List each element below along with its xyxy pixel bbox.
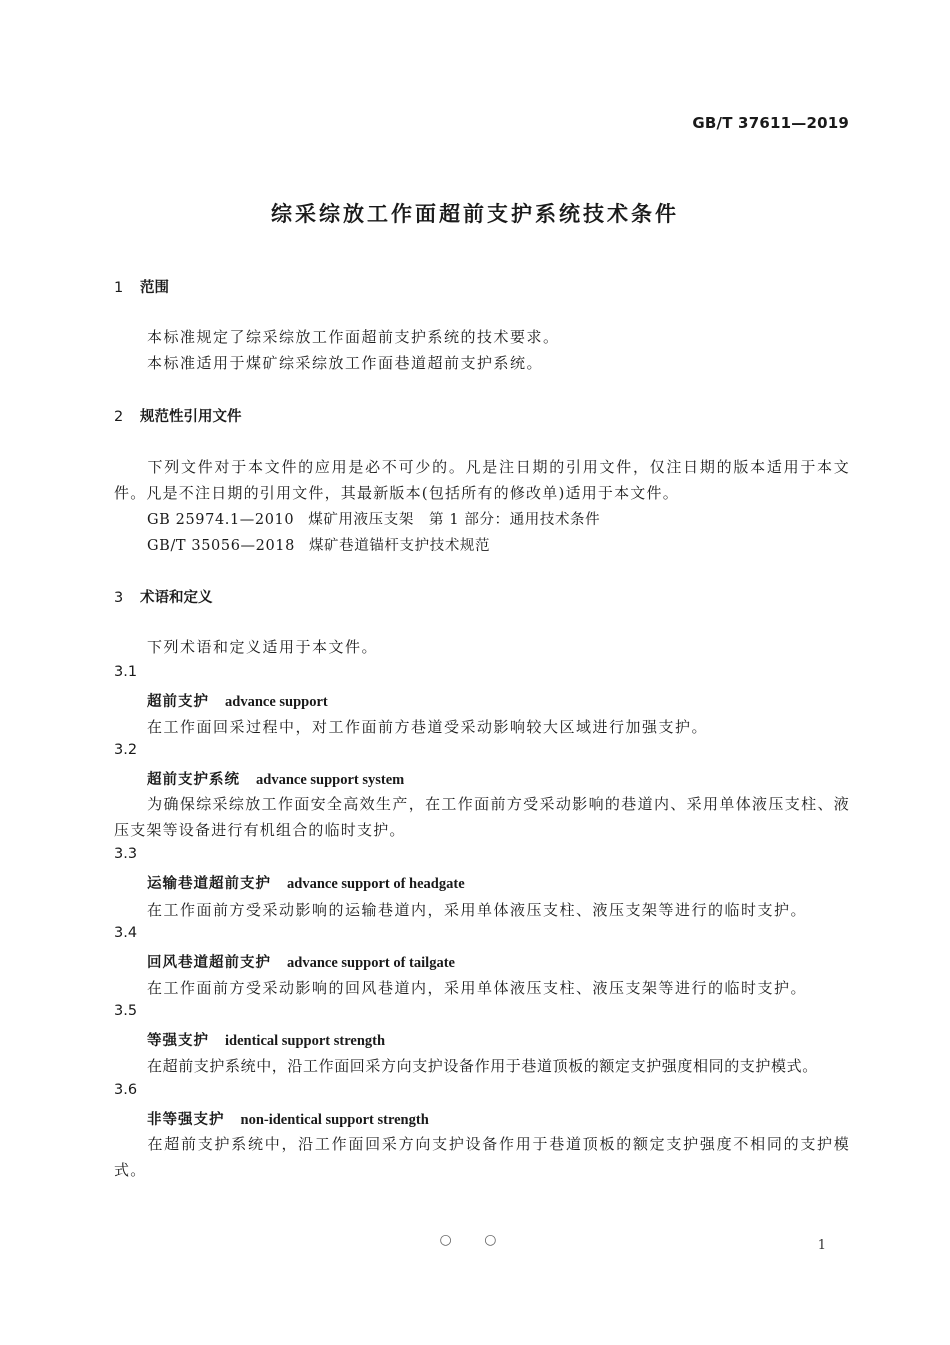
term-chinese: 等强支护 [147, 1033, 209, 1049]
term-chinese: 回风巷道超前支护 [147, 955, 271, 971]
term-chinese: 非等强支护 [147, 1112, 225, 1128]
term-entry [147, 872, 465, 893]
section-number: 3 [114, 590, 124, 606]
term-definition: 在工作面前方受采动影响的运输巷道内，采用单体液压支柱、液压支架等进行的临时支护。 [147, 901, 808, 919]
paragraph [114, 454, 850, 506]
reference-code: GB 25974.1—2010 [147, 512, 295, 528]
section-1-heading [114, 276, 169, 297]
standard-number: GB/T 37611—2019 [692, 114, 849, 132]
term-entry [147, 951, 455, 972]
term-definition: 在工作面回采过程中，对工作面前方巷道受采动影响较大区域进行加强支护。 [147, 718, 709, 736]
paragraph: 本标准规定了综采综放工作面超前支护系统的技术要求。 [147, 328, 560, 346]
term-entry [147, 768, 404, 789]
clause-number: 3.3 [114, 846, 138, 862]
paragraph: 下列术语和定义适用于本文件。 [147, 638, 379, 656]
term-english: identical support strength [225, 1033, 386, 1049]
term-english: advance support of headgate [287, 876, 465, 892]
term-definition: 在工作面前方受采动影响的回风巷道内，采用单体液压支柱、液压支架等进行的临时支护。 [147, 979, 808, 997]
term-chinese: 运输巷道超前支护 [147, 876, 271, 892]
section-title: 规范性引用文件 [140, 409, 242, 425]
paragraph: 本标准适用于煤矿综采综放工作面巷道超前支护系统。 [147, 354, 544, 372]
reference-title: 煤矿用液压支架 第 1 部分：通用技术条件 [308, 512, 601, 528]
definition-text: 在超前支护系统中，沿工作面回采方向支护设备作用于巷道顶板的额定支护强度不相同的支护模式。 [114, 1135, 850, 1179]
section-number: 2 [114, 409, 124, 425]
term-chinese: 超前支护 [147, 694, 209, 710]
reference-title: 煤矿巷道锚杆支护技术规范 [308, 538, 491, 554]
term-entry [147, 690, 328, 711]
term-entry [147, 1029, 385, 1050]
section-title: 范围 [140, 280, 169, 296]
document-title: 综采综放工作面超前支护系统技术条件 [271, 202, 679, 226]
page-number: 1 [817, 1238, 826, 1253]
section-title: 术语和定义 [140, 590, 213, 606]
clause-number: 3.2 [114, 742, 138, 758]
term-english: non-identical support strength [240, 1112, 429, 1128]
footer-marks: ○ ○ [439, 1232, 511, 1248]
paragraph-text: 下列文件对于本文件的应用是必不可少的。凡是注日期的引用文件，仅注日期的版本适用于本文件。凡是不注日期的引用文件，其最新版本(包括所有的修改单)适用于本文件。 [114, 458, 850, 502]
term-entry [147, 1108, 429, 1129]
term-definition [114, 791, 850, 843]
clause-number: 3.1 [114, 664, 138, 680]
clause-number: 3.6 [114, 1082, 138, 1098]
clause-number: 3.4 [114, 925, 138, 941]
term-definition: 在超前支护系统中，沿工作面回采方向支护设备作用于巷道顶板的额定支护强度相同的支护模式。 [147, 1057, 818, 1075]
section-3-heading [114, 586, 213, 607]
term-english: advance support [225, 694, 328, 710]
section-2-heading [114, 405, 242, 426]
reference-item [147, 508, 600, 529]
term-english: advance support system [256, 772, 405, 788]
clause-number: 3.5 [114, 1003, 138, 1019]
term-english: advance support of tailgate [287, 955, 455, 971]
term-definition [114, 1131, 850, 1183]
section-number: 1 [114, 280, 124, 296]
reference-item [147, 534, 490, 555]
reference-code: GB/T 35056—2018 [147, 538, 295, 554]
term-chinese: 超前支护系统 [147, 772, 240, 788]
definition-text: 为确保综采综放工作面安全高效生产，在工作面前方受采动影响的巷道内、采用单体液压支柱、液压支架等设备进行有机组合的临时支护。 [114, 795, 850, 839]
